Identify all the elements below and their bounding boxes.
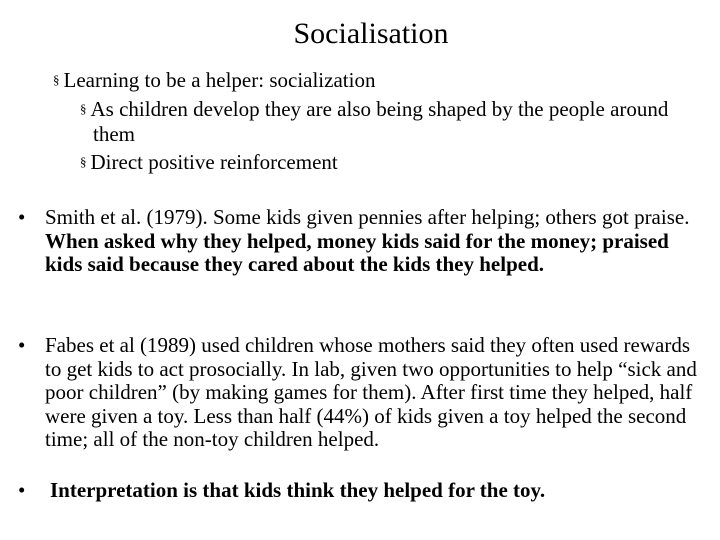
bullet-dot-icon: • — [18, 205, 26, 229]
slide-title: Socialisation — [293, 17, 449, 50]
square-bullet-icon: § — [80, 154, 87, 169]
outline-level2b-text: Direct positive reinforcement — [90, 150, 338, 174]
outline-level1-text: Learning to be a helper: socialization — [63, 68, 376, 92]
outline-level2a — [80, 98, 713, 146]
fabes-paragraph — [18, 334, 708, 452]
outline-level2a-text: As children develop they are also being shaped by the people around them — [90, 97, 669, 146]
interpretation-paragraph — [18, 479, 708, 503]
smith-paragraph — [18, 206, 708, 277]
bullet-dot-icon: • — [18, 333, 26, 357]
square-bullet-icon: § — [53, 72, 60, 87]
smith-plain-text: Smith et al. (1979). Some kids given pennies after helping; others got praise. — [45, 205, 690, 229]
smith-bold-text: When asked why they helped, money kids said for the money; praised kids said because they cared about the kids they helped. — [45, 228, 669, 276]
fabes-paragraph-text: Fabes et al (1989) used children whose mothers said they often used rewards to get kids to act prosocially. In lab, given two opportunities to help “sick and poor children” (by making games for them). After first time they helped, half were given a toy. Less than half (44%) of kids given a toy helped the second time; all of the non-toy children helped. — [45, 333, 697, 451]
smith-paragraph-text — [45, 206, 708, 277]
square-bullet-icon: § — [80, 101, 87, 116]
outline-level1 — [53, 68, 693, 95]
bullet-dot-icon: • — [18, 478, 26, 502]
interpretation-text: Interpretation is that kids think they helped for the toy. — [50, 478, 546, 502]
outline-level2b — [80, 150, 700, 177]
